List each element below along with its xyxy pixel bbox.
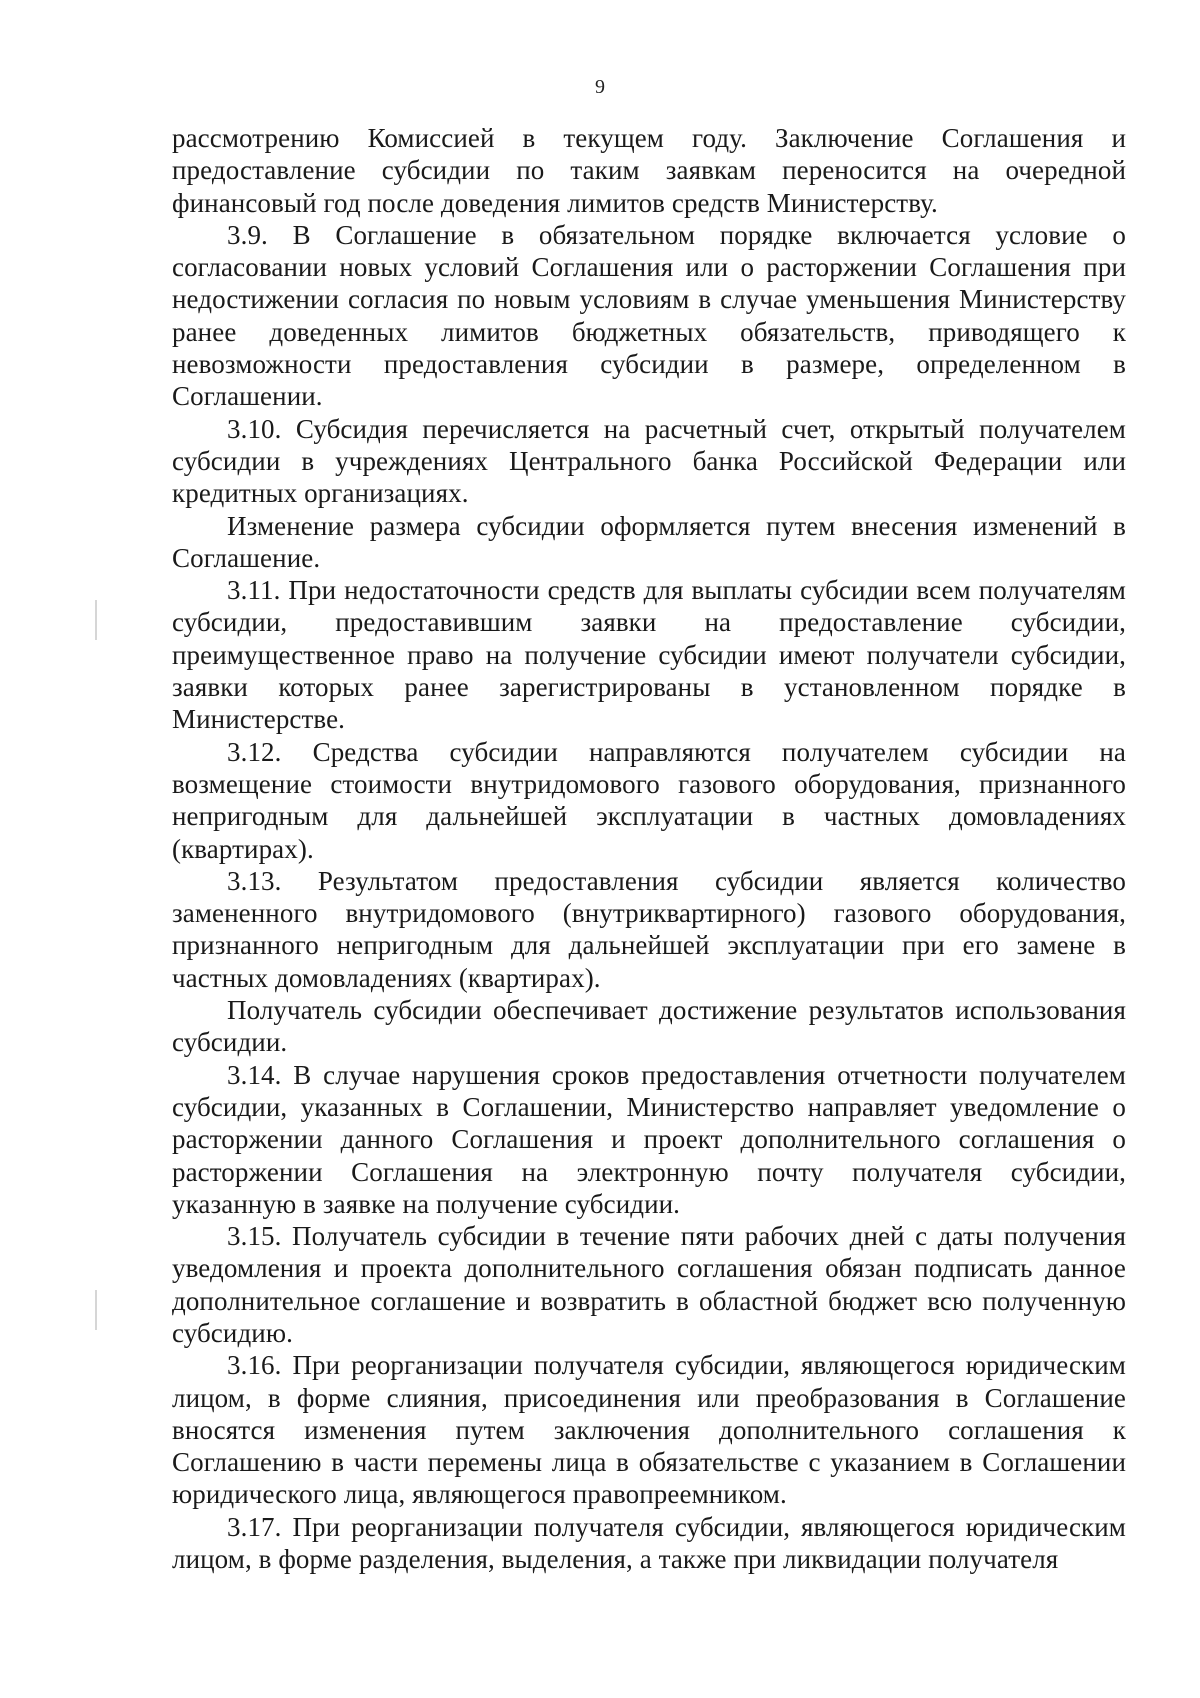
paragraph-3-13: 3.13. Результатом предоставления субсидии является количество замененного внутридомового (внутриквартирного) газового оборудования, признанного непригодным для дальнейшей эксплуатации при его замене в частных домовладениях (квартирах). [172, 865, 1126, 993]
paragraph-3-17: 3.17. При реорганизации получателя субсидии, являющегося юридическим лицом, в форме разделения, выделения, а также при ликвидации получателя [172, 1511, 1126, 1575]
paragraph-3-11: 3.11. При недостаточности средств для выплаты субсидии всем получателям субсидии, предоставившим заявки на предоставление субсидии, преимущественное право на получение субсидии имеют получатели субсидии, заявки которых ранее зарегистрированы в установленном порядке в Министерстве. [172, 575, 1126, 735]
paragraph-3-14: 3.14. В случае нарушения сроков предоставления отчетности получателем субсидии, указанных в Соглашении, Министерство направляет уведомление о расторжении данного Соглашения и проект дополнительного соглашения о расторжении Соглашения на электронную почту получателя субсидии, указанную в заявке на получение субсидии. [172, 1059, 1126, 1219]
paragraph-continuation: рассмотрению Комиссией в текущем году. Заключение Соглашения и предоставление субсидии по таким заявкам переносится на очередной финансовый год после доведения лимитов средств Министерству. [172, 123, 1126, 218]
paragraph-3-9: 3.9. В Соглашение в обязательном порядке включается условие о согласовании новых условий Соглашения или о расторжении Соглашения при недостижении согласия по новым условиям в случае уменьшения Министерству ранее доведенных лимитов бюджетных обязательств, приводящего к невозможности предоставления субсидии в размере, определенном в Соглашении. [172, 219, 1126, 412]
document-body [172, 122, 1126, 1575]
scan-artifact [95, 1290, 97, 1330]
paragraph-3-15: 3.15. Получатель субсидии в течение пяти рабочих дней с даты получения уведомления и проекта дополнительного соглашения обязан подписать данное дополнительное соглашение и возвратить в областной бюджет всю полученную субсидию. [172, 1221, 1126, 1348]
paragraph-3-16: 3.16. При реорганизации получателя субсидии, являющегося юридическим лицом, в форме слияния, присоединения или преобразования в Соглашение вносятся изменения путем заключения дополнительного соглашения к Соглашению в части перемены лица в обязательстве с указанием в Соглашении юридического лица, являющегося правопреемником. [172, 1350, 1126, 1510]
paragraph-subsidy-size-change: Изменение размера субсидии оформляется путем внесения изменений в Соглашение. [172, 510, 1126, 573]
paragraph-3-10: 3.10. Субсидия перечисляется на расчетный счет, открытый получателем субсидии в учреждениях Центрального банка Российской Федерации или кредитных организациях. [172, 413, 1126, 509]
paragraph-3-12: 3.12. Средства субсидии направляются получателем субсидии на возмещение стоимости внутридомового газового оборудования, признанного непригодным для дальнейшей эксплуатации в частных домовладениях (квартирах). [172, 736, 1126, 864]
paragraph-results-achievement: Получатель субсидии обеспечивает достижение результатов использования субсидии. [172, 995, 1126, 1058]
scan-artifact [95, 600, 97, 640]
page-number: 9 [595, 76, 605, 98]
